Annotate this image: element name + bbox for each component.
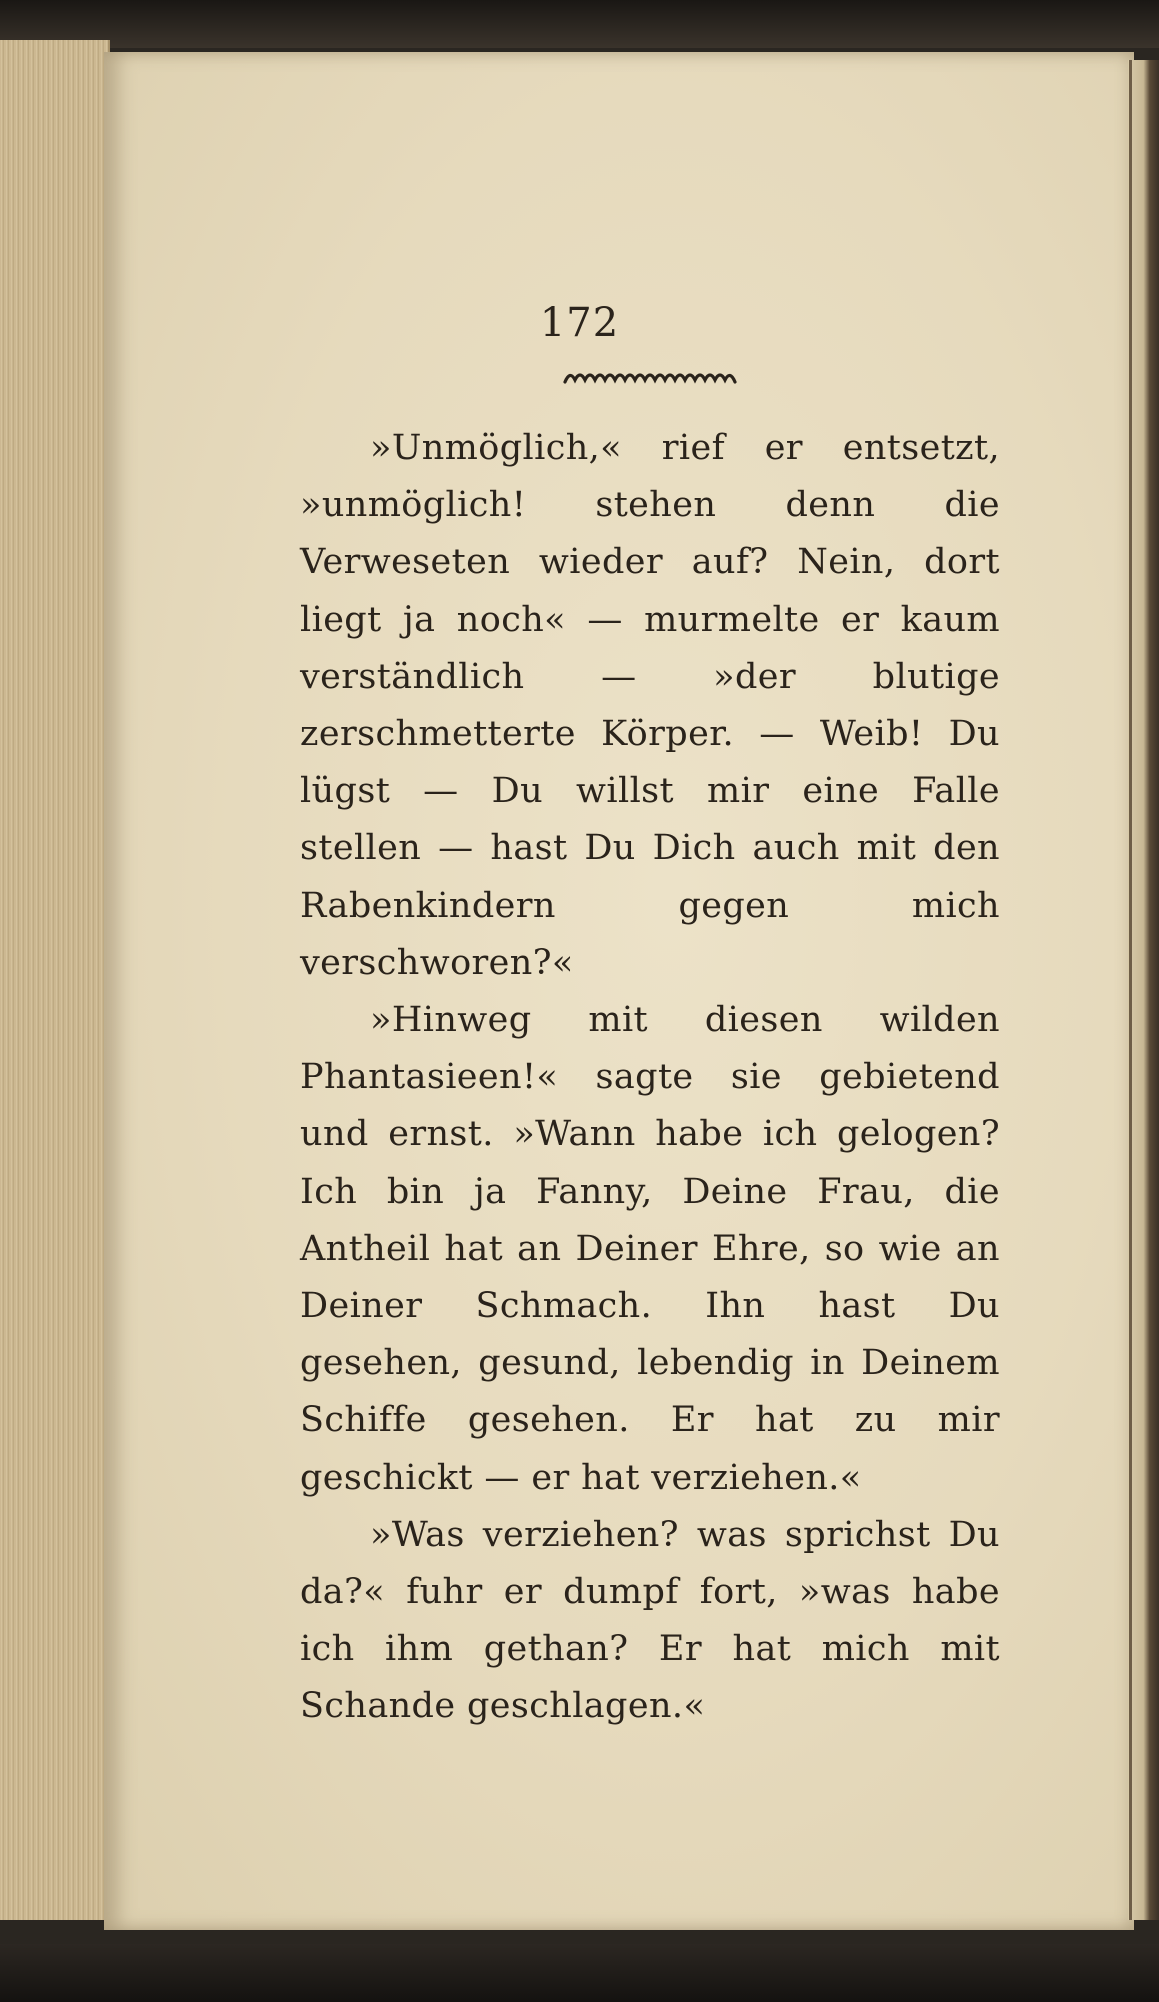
- body-text: [300, 420, 1000, 1736]
- bottom-shadow: [0, 1944, 1159, 2002]
- top-shadow: [0, 0, 1159, 48]
- page-number: 172: [539, 300, 620, 346]
- paragraph-1: »Unmöglich,« rief er entsetzt, »unmöglich! stehen denn die Verweseten wieder auf? Nein, dort liegt ja noch« — murmelte er kaum verständlich — »der blutige zerschmetterte Körper. — Weib! Du lügst — Du willst mir eine Falle stellen — hast Du Dich auch mit den Rabenkindern gegen mich verschworen?«: [300, 428, 1000, 983]
- paragraph-2: »Hinweg mit diesen wilden Phantasieen!« sagte sie gebietend und ernst. »Wann habe ich gelogen? Ich bin ja Fanny, Deine Frau, die Antheil hat an Deiner Ehre, so wie an Deiner Schmach. Ihn hast Du gesehen, gesund, lebendig in Deinem Schiffe gesehen. Er hat zu mir geschickt — er hat verziehen.«: [300, 1000, 1000, 1498]
- wavy-ornament: [563, 366, 739, 388]
- paragraph-3: »Was verziehen? was sprichst Du da?« fuhr er dumpf fort, »was habe ich ihm gethan? Er hat mich mit Schande geschlagen.«: [300, 1514, 1000, 1727]
